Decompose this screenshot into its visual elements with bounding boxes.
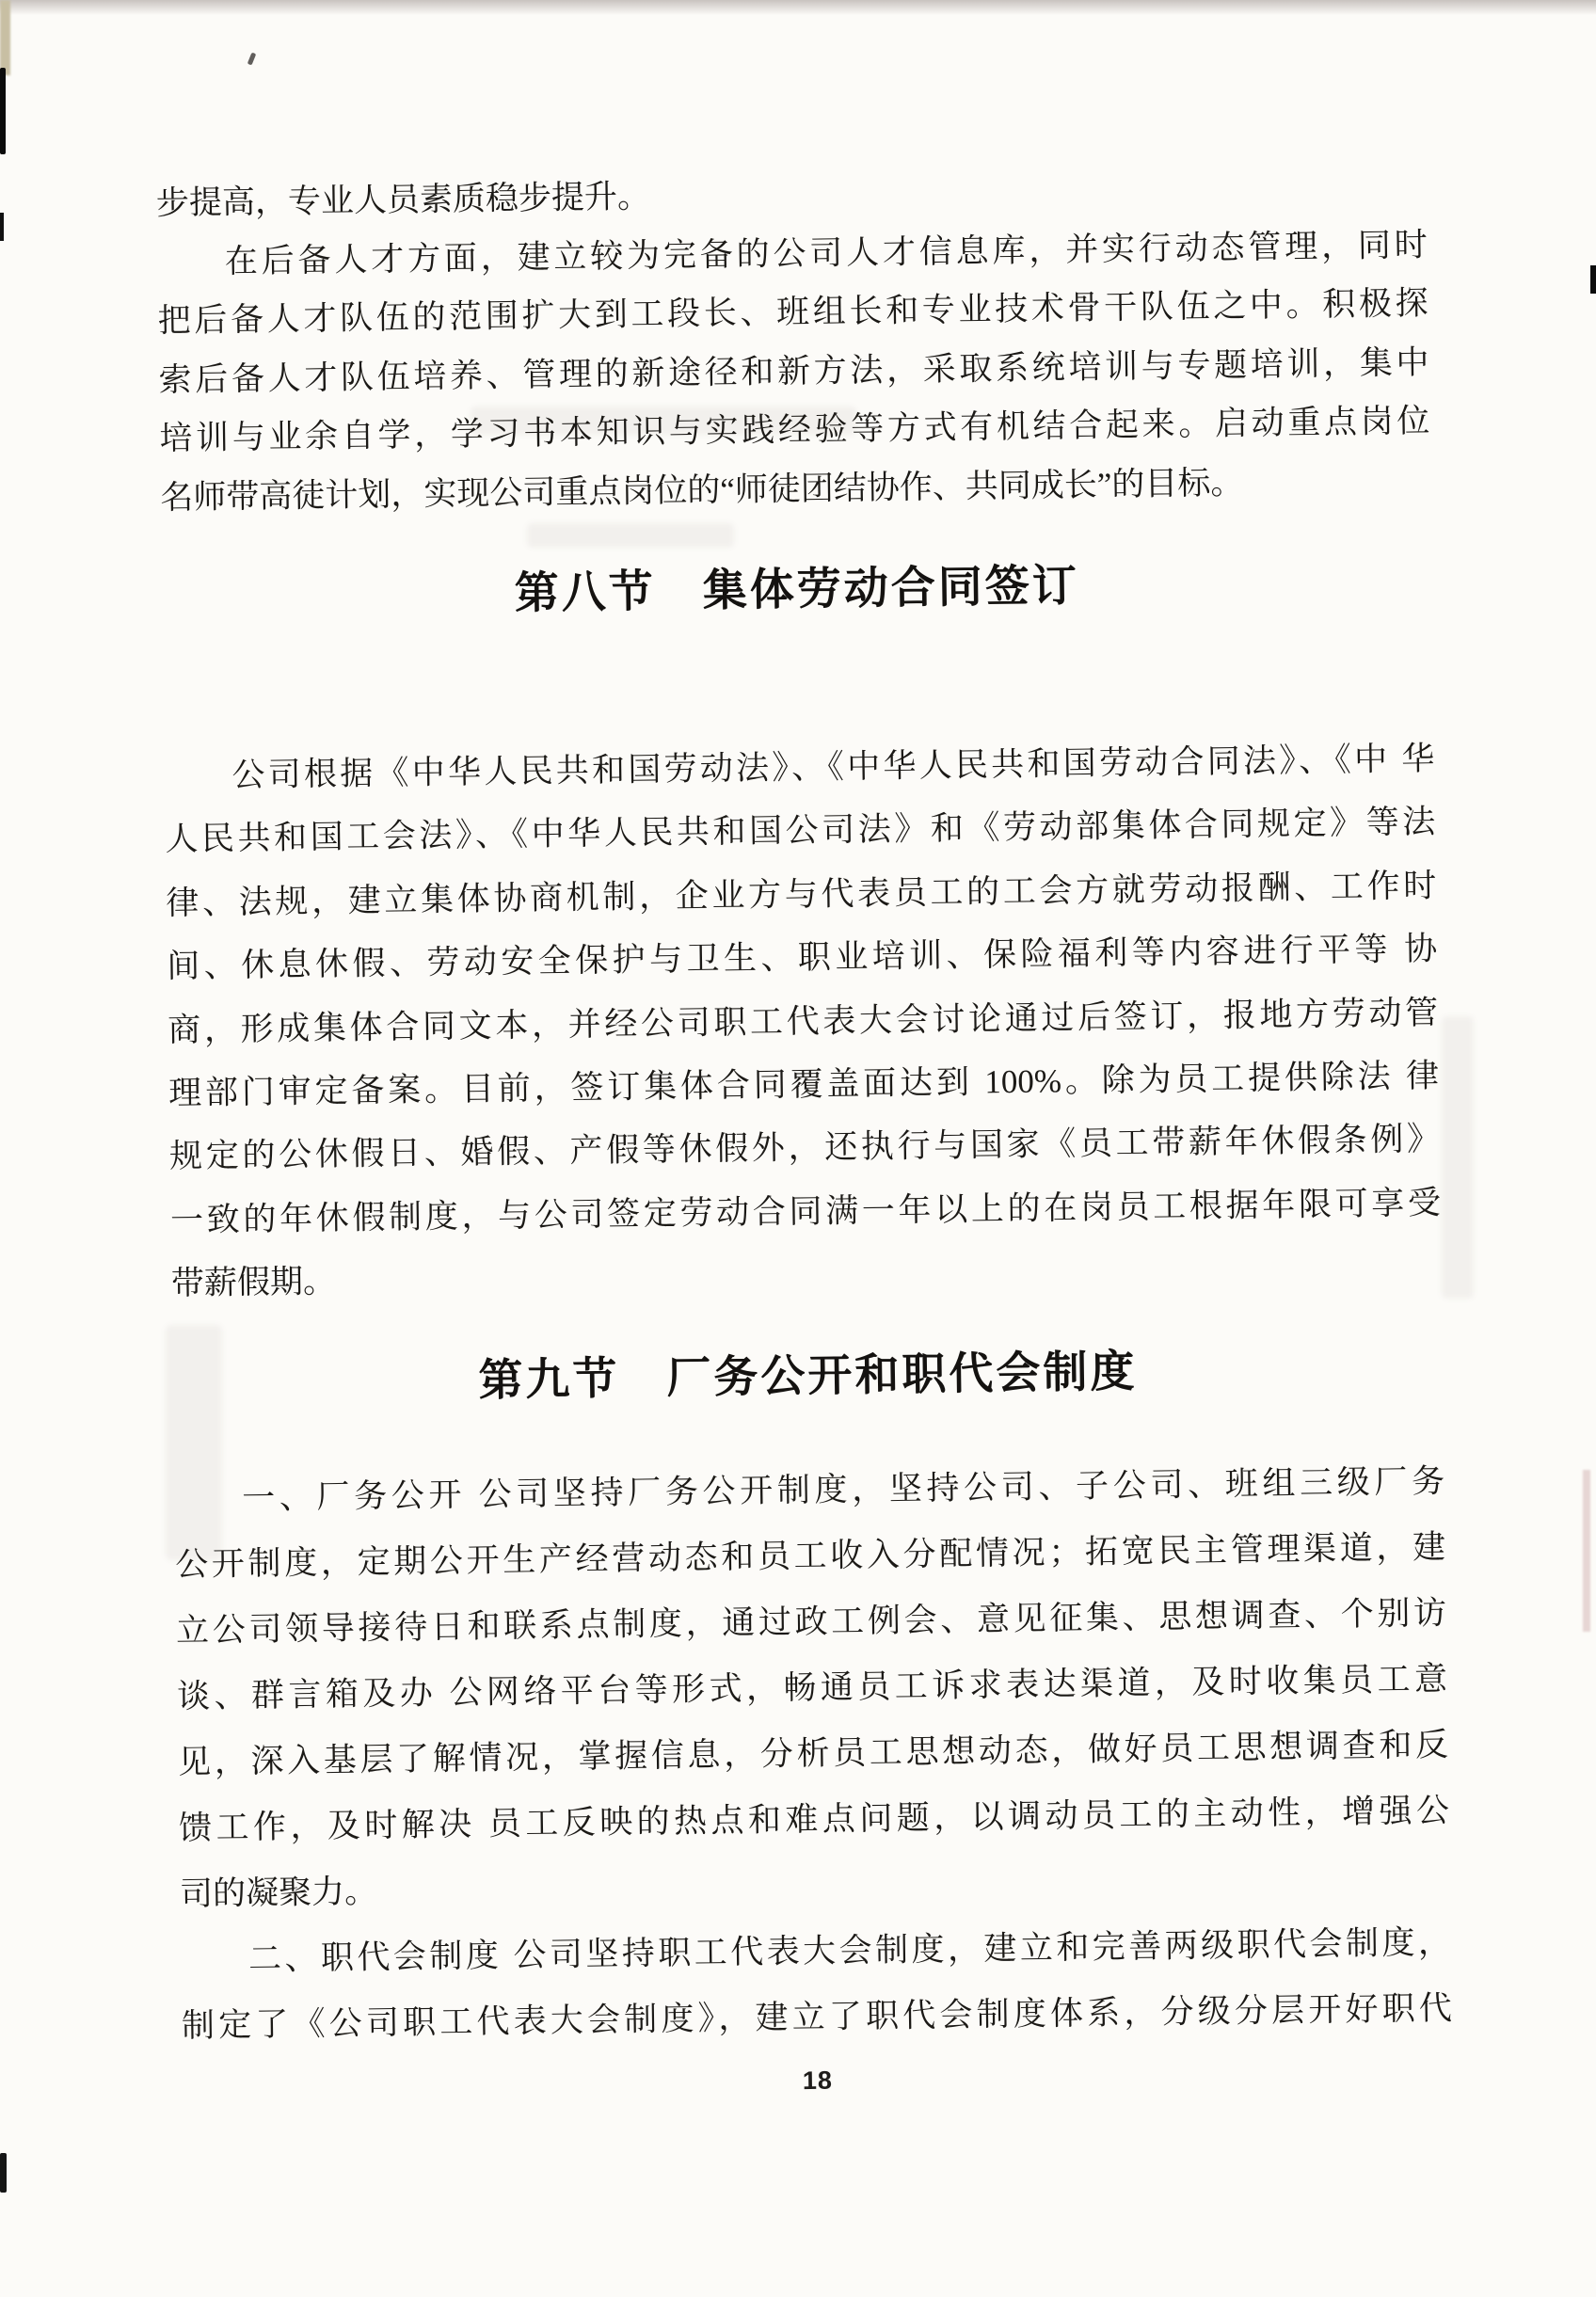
text-line: 人民共和国工会法》、《中华人民共和国公司法》和《劳动部集体合同规定》等法	[165, 804, 1436, 858]
section-heading-8: 第八节 集体劳动合同签订	[514, 559, 1080, 618]
section-heading-9: 第九节 厂务公开和职代会制度	[478, 1346, 1138, 1405]
text-line: 理部门审定备案。目前，签订集体合同覆盖面达到 100%。除为员工提供除法 律	[168, 1057, 1440, 1112]
scan-artifact-bleed-through	[1583, 1470, 1590, 1632]
scan-artifact-left-mark	[0, 68, 6, 154]
text-line: 二、职代会制度 公司坚持职工代表大会制度，建立和完善两级职代会制度，	[247, 1923, 1452, 1978]
text-line: 律、法规，建立集体协商机制，企业方与代表员工的工会方就劳动报酬、工作时	[166, 867, 1437, 922]
text-line: 间、休息休假、劳动安全保护与卫生、职业培训、保险福利等内容进行平等 协	[167, 930, 1438, 985]
text-line: 公司根据《中华人民共和国劳动法》、《中华人民共和国劳动合同法》、《中 华	[231, 740, 1435, 794]
page-number: 18	[802, 2066, 834, 2096]
paragraph-workers-congress	[181, 1909, 1453, 2059]
scan-artifact-bottom-left-mark	[0, 2153, 7, 2193]
scan-artifact-corner-beige	[0, 0, 10, 75]
page-content	[153, 0, 1456, 2297]
text-line: 立公司领导接待日和联系点制度，通过政工例会、意见征集、思想调查、个别访	[175, 1594, 1447, 1650]
paragraph-factory-openness	[174, 1449, 1451, 1928]
scan-artifact-left-mark-small	[0, 213, 4, 241]
paragraph-talent-reserve	[156, 215, 1430, 527]
text-line: 商，形成集体合同文本，并经公司职工代表大会讨论通过后签订，报地方劳动管	[167, 994, 1439, 1049]
scan-artifact-right-mark	[1590, 265, 1596, 294]
text-line: 馈工作，及时解决 员工反映的热点和难点问题，以调动员工的主动性，增强公	[178, 1792, 1450, 1847]
text-line: 一致的年休假制度，与公司签定劳动合同满一年以上的在岗员工根据年限可享受	[169, 1184, 1442, 1239]
text-line: 步提高，专业人员素质稳步提升。	[155, 178, 651, 222]
text-line: 司的凝聚力。	[179, 1873, 378, 1913]
top-paragraphs	[156, 157, 1431, 528]
paragraph-collective-contract	[164, 727, 1442, 1316]
text-line: 名师带高徒计划，实现公司重点岗位的“师徒团结协作、共同成长”的目标。	[160, 463, 1244, 516]
text-line: 见，深入基层了解情况，掌握信息，分析员工思想动态，做好员工思想调查和反	[177, 1726, 1449, 1781]
text-line: 培训与业余自学，学习书本知识与实践经验等方式有机结合起来。启动重点岗位	[159, 402, 1430, 457]
scan-artifact-smudge	[1442, 1016, 1474, 1299]
text-line: 公开制度，定期公开生产经营动态和员工收入分配情况；拓宽民主管理渠道，建	[174, 1528, 1446, 1584]
text-line: 带薪假期。	[170, 1263, 337, 1302]
text-line: 在后备人才方面，建立较为完备的公司人才信息库，并实行动态管理，同时	[224, 226, 1428, 280]
text-line: 把后备人才队伍的范围扩大到工段长、班组长和专业技术骨干队伍之中。积极探	[157, 284, 1428, 340]
text-line: 规定的公休假日、婚假、产假等休假外，还执行与国家《员工带薪年休假条例》	[168, 1121, 1441, 1175]
text-line: 谈、群言箱及办 公网络平台等形式，畅通员工诉求表达渠道，及时收集员工意	[176, 1660, 1448, 1715]
text-line: 制定了《公司职工代表大会制度》，建立了职代会制度体系，分级分层开好职代	[181, 1989, 1453, 2045]
text-line: 一、厂务公开 公司坚持厂务公开制度，坚持公司、子公司、班组三级厂务	[241, 1462, 1445, 1517]
text-line: 索后备人才队伍培养、管理的新途径和新方法，采取系统培训与专题培训，集中	[158, 343, 1429, 399]
